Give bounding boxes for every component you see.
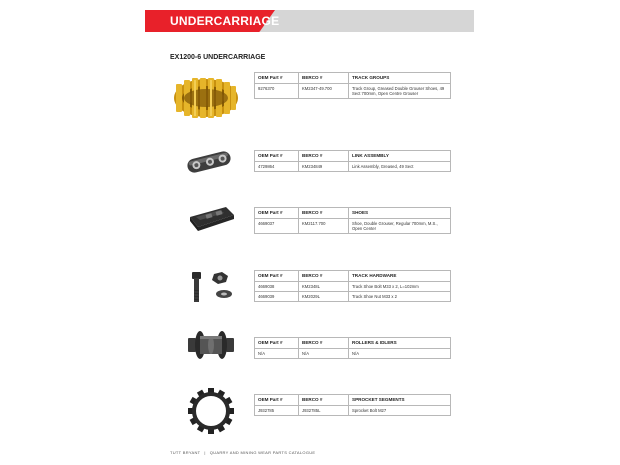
group-heading: LINK ASSEMBLY bbox=[349, 151, 451, 162]
berco-part-number: J932785L bbox=[299, 405, 349, 415]
part-description: Track Shoe Bolt M33 x 2, L=102mm bbox=[349, 281, 451, 291]
table-header-row bbox=[255, 338, 451, 349]
table-row bbox=[255, 161, 451, 171]
page-footer bbox=[170, 450, 315, 455]
column-header-berco: BERCO # bbox=[299, 338, 349, 349]
part-description: Sprocket Bolt M27 bbox=[349, 405, 451, 415]
table-row bbox=[255, 218, 451, 234]
oem-part-number: J932785 bbox=[255, 405, 299, 415]
link-assembly-icon bbox=[184, 148, 234, 176]
banner-title: UNDERCARRIAGE bbox=[170, 14, 280, 28]
part-description: Track Shoe Nut M33 x 2 bbox=[349, 291, 451, 301]
roller-icon bbox=[186, 328, 236, 362]
column-header-berco: BERCO # bbox=[299, 151, 349, 162]
table-header-row bbox=[255, 73, 451, 84]
group-heading: SPROCKET SEGMENTS bbox=[349, 395, 451, 406]
group-heading: ROLLERS & IDLERS bbox=[349, 338, 451, 349]
berco-part-number: N/A bbox=[299, 348, 349, 358]
part-table-track-groups bbox=[254, 72, 450, 99]
part-table-sprocket-segments bbox=[254, 394, 450, 416]
column-header-oem: OEM Part # bbox=[255, 151, 299, 162]
table-row bbox=[255, 281, 451, 291]
table-row bbox=[255, 405, 451, 415]
berco-part-number: KM2347-49.700 bbox=[299, 83, 349, 99]
part-description: Shoe, Double Grouser, Regular 700mm, M.S., Open Center bbox=[349, 218, 451, 234]
berco-part-number: KM234849 bbox=[299, 161, 349, 171]
footer-catalogue-title: QUARRY AND MINING WEAR PARTS CATALOGUE bbox=[209, 450, 316, 455]
footer-separator: | bbox=[204, 450, 206, 455]
part-description: N/A bbox=[349, 348, 451, 358]
sprocket-icon bbox=[187, 387, 235, 435]
part-table-track-hardware bbox=[254, 270, 450, 302]
table-header-row bbox=[255, 208, 451, 219]
column-header-oem: OEM Part # bbox=[255, 271, 299, 282]
oem-part-number: 4669039 bbox=[255, 291, 299, 301]
part-description: Track Group, Greased Double Grouser Shoes, 49 Sect 700mm, Open Centre Grouser bbox=[349, 83, 451, 99]
table-row bbox=[255, 291, 451, 301]
table-row bbox=[255, 348, 451, 358]
part-table-rollers-idlers bbox=[254, 337, 450, 359]
column-header-oem: OEM Part # bbox=[255, 338, 299, 349]
column-header-berco: BERCO # bbox=[299, 395, 349, 406]
column-header-oem: OEM Part # bbox=[255, 208, 299, 219]
oem-part-number: 4729864 bbox=[255, 161, 299, 171]
group-heading: TRACK GROUPS bbox=[349, 73, 451, 84]
column-header-oem: OEM Part # bbox=[255, 395, 299, 406]
oem-part-number: 4669038 bbox=[255, 281, 299, 291]
oem-part-number: 4669037 bbox=[255, 218, 299, 234]
track-group-icon bbox=[170, 70, 242, 122]
footer-brand: TUTT BRYANT bbox=[170, 450, 201, 455]
berco-part-number: KM2348L bbox=[299, 281, 349, 291]
column-header-berco: BERCO # bbox=[299, 73, 349, 84]
table-header-row bbox=[255, 271, 451, 282]
column-header-berco: BERCO # bbox=[299, 271, 349, 282]
part-table-link-assembly bbox=[254, 150, 450, 172]
track-shoe-icon bbox=[186, 203, 236, 233]
oem-part-number: N/A bbox=[255, 348, 299, 358]
column-header-berco: BERCO # bbox=[299, 208, 349, 219]
part-description: Link Assembly, Greased, 49 Sect bbox=[349, 161, 451, 171]
section-title: EX1200-6 UNDERCARRIAGE bbox=[170, 54, 266, 61]
table-header-row bbox=[255, 151, 451, 162]
table-row bbox=[255, 83, 451, 99]
column-header-oem: OEM Part # bbox=[255, 73, 299, 84]
table-header-row bbox=[255, 395, 451, 406]
part-table-shoes bbox=[254, 207, 450, 234]
berco-part-number: KM2029L bbox=[299, 291, 349, 301]
group-heading: TRACK HARDWARE bbox=[349, 271, 451, 282]
oem-part-number: 9276370 bbox=[255, 83, 299, 99]
bolt-nut-icon bbox=[184, 270, 238, 304]
group-heading: SHOES bbox=[349, 208, 451, 219]
berco-part-number: KM2117.700 bbox=[299, 218, 349, 234]
header-banner-bar bbox=[260, 10, 474, 32]
